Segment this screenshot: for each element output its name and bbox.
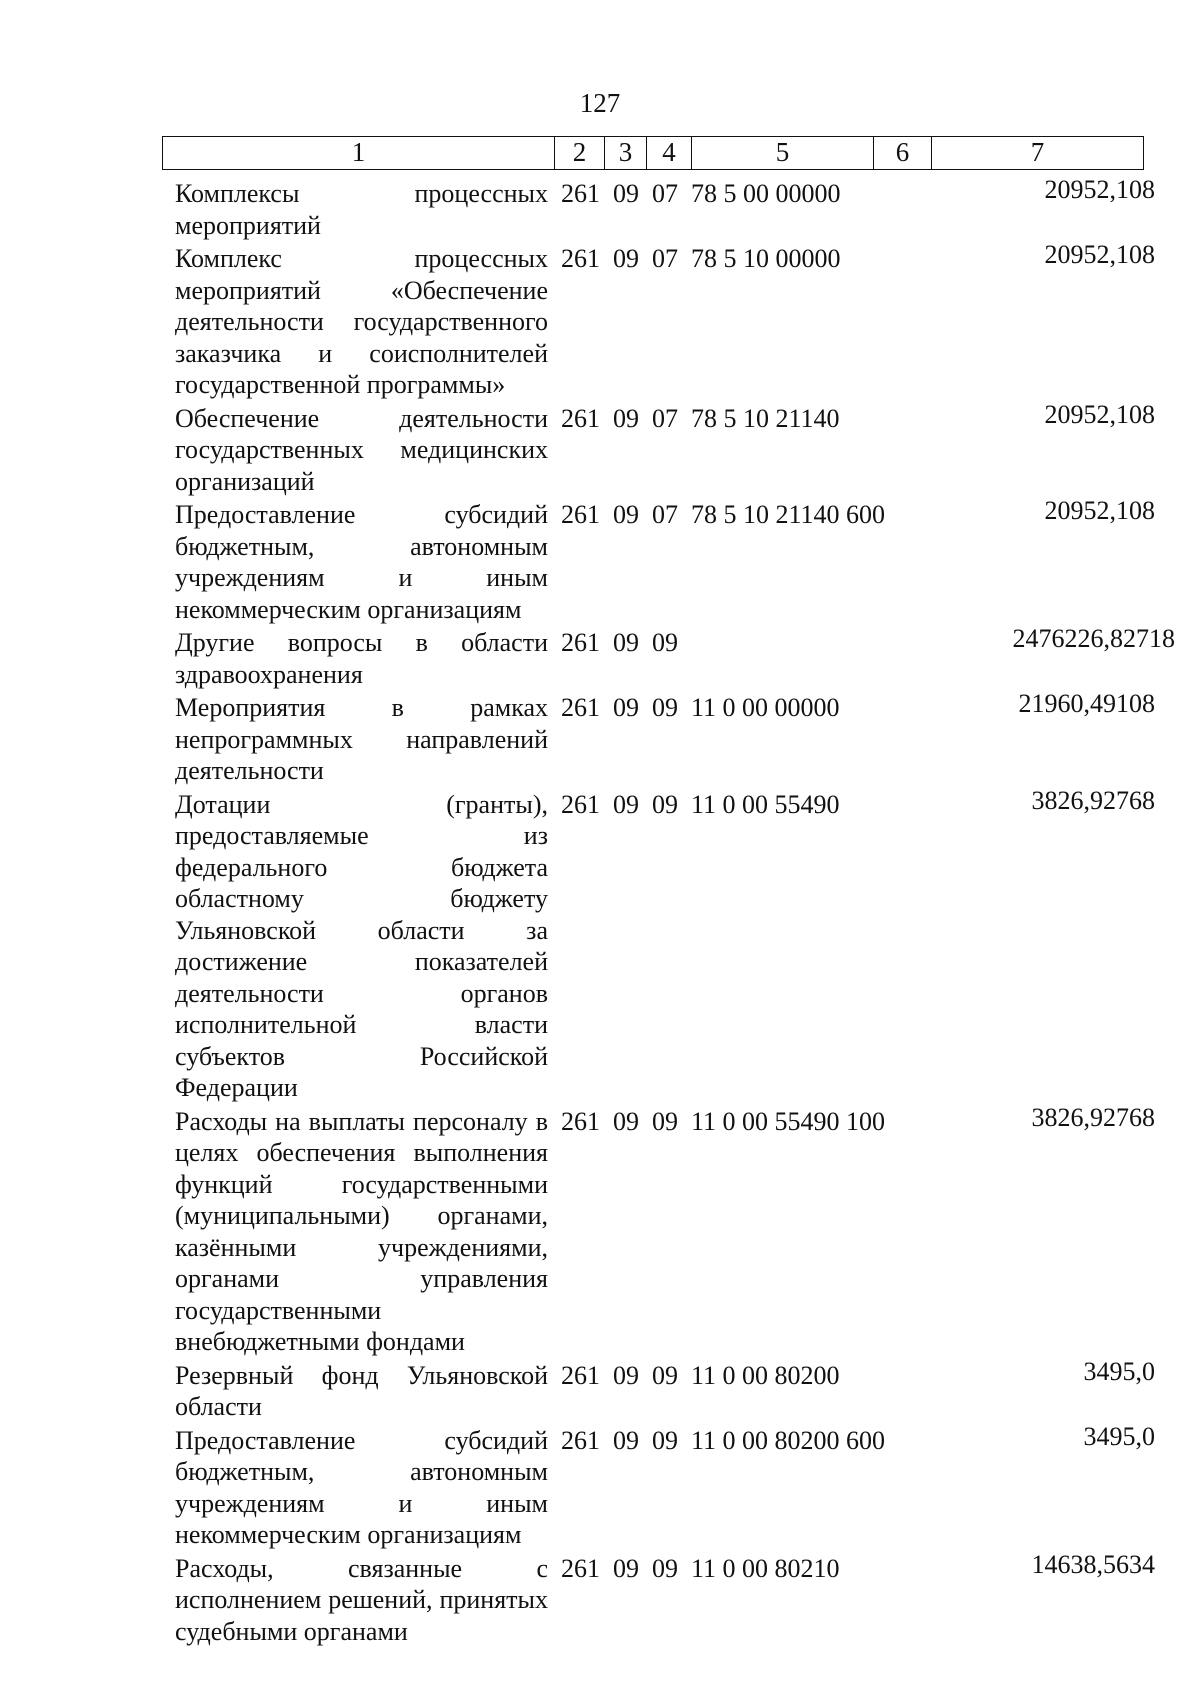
row-amount: 21960,49108 xyxy=(1018,689,1155,718)
row-name: Расходы, связанные с исполнением решений, принятых судебными органами xyxy=(175,1553,548,1646)
header-col-7: 7 xyxy=(1030,137,1045,167)
table-row xyxy=(175,175,1155,241)
row-codes: 261 09 07 78 5 00 00000 xyxy=(561,179,841,208)
row-codes: 261 09 09 11 0 00 80210 xyxy=(561,1553,840,1583)
page-number: 127 xyxy=(579,88,621,118)
row-name: Мероприятия в рамках непрограммных направлений деятельности xyxy=(175,693,548,785)
row-amount: 2476226,82718 xyxy=(1012,624,1175,653)
row-amount: 14638,5634 xyxy=(1031,1549,1155,1579)
row-name: Комплекс процессных мероприятий «Обеспечение деятельности государственного заказчика и соисполнителей государственной программы» xyxy=(175,244,548,399)
table-row xyxy=(175,1356,1155,1423)
row-name: Резервный фонд Ульяновской области xyxy=(175,1360,548,1421)
header-col-3: 3 xyxy=(605,137,647,169)
row-codes: 261 09 09 11 0 00 80200 600 xyxy=(561,1425,886,1455)
row-codes: 261 09 09 xyxy=(561,628,678,657)
table-row xyxy=(175,1549,1155,1648)
row-amount: 3826,92768 xyxy=(1031,785,1155,815)
table-header xyxy=(162,136,1144,170)
row-codes: 261 09 09 11 0 00 80200 xyxy=(561,1360,840,1390)
table-row xyxy=(175,624,1175,690)
row-codes: 261 09 07 78 5 10 00000 xyxy=(561,244,841,273)
row-amount: 3826,92768 xyxy=(1031,1102,1155,1132)
header-col-1: 1 xyxy=(163,137,555,169)
table-row xyxy=(175,496,1155,625)
table-row xyxy=(175,785,1155,1104)
budget-table-body xyxy=(175,175,1175,1647)
row-name: Предоставление субсидий бюджетным, автономным учреждениям и иным некоммерческим организациям xyxy=(175,500,548,624)
row-amount: 20952,108 xyxy=(1044,175,1155,204)
row-codes: 261 09 09 11 0 00 55490 100 xyxy=(561,1106,886,1136)
header-col-6: 6 xyxy=(874,137,932,169)
table-row xyxy=(175,240,1155,401)
row-amount: 3495,0 xyxy=(1083,1356,1155,1386)
row-name: Обеспечение деятельности государственных медицинских организаций xyxy=(175,403,548,496)
row-name: Другие вопросы в области здравоохранения xyxy=(175,628,548,689)
row-codes: 261 09 07 78 5 10 21140 xyxy=(561,403,840,433)
row-name: Дотации (гранты), предоставляемые из федерального бюджета областному бюджету Ульяновской области за достижение показателей деятельности органов исполнительной власти субъектов Российской Федерации xyxy=(175,789,548,1102)
row-codes: 261 09 07 78 5 10 21140 600 xyxy=(561,500,886,529)
table-row xyxy=(175,1102,1155,1358)
header-col-2: 2 xyxy=(555,137,605,169)
table-row xyxy=(175,1421,1155,1551)
row-amount: 3495,0 xyxy=(1083,1421,1155,1451)
row-name: Комплексы процессных мероприятий xyxy=(175,179,548,240)
row-name: Предоставление субсидий бюджетным, автономным учреждениям и иным некоммерческим организациям xyxy=(175,1425,548,1549)
row-name: Расходы на выплаты персоналу в целях обеспечения выполнения функций государственными (муниципальными) органами, казёнными учреждениями, органами управления государственными внебюджетными фондами xyxy=(175,1106,548,1356)
row-codes: 261 09 09 11 0 00 00000 xyxy=(561,693,840,722)
table-row xyxy=(175,399,1155,498)
header-col-5: 5 xyxy=(692,137,874,169)
row-amount: 20952,108 xyxy=(1044,399,1155,429)
row-codes: 261 09 09 11 0 00 55490 xyxy=(561,789,840,819)
header-col-4: 4 xyxy=(647,137,692,169)
row-amount: 20952,108 xyxy=(1044,496,1155,525)
row-amount: 20952,108 xyxy=(1044,240,1155,269)
table-row xyxy=(175,689,1155,787)
